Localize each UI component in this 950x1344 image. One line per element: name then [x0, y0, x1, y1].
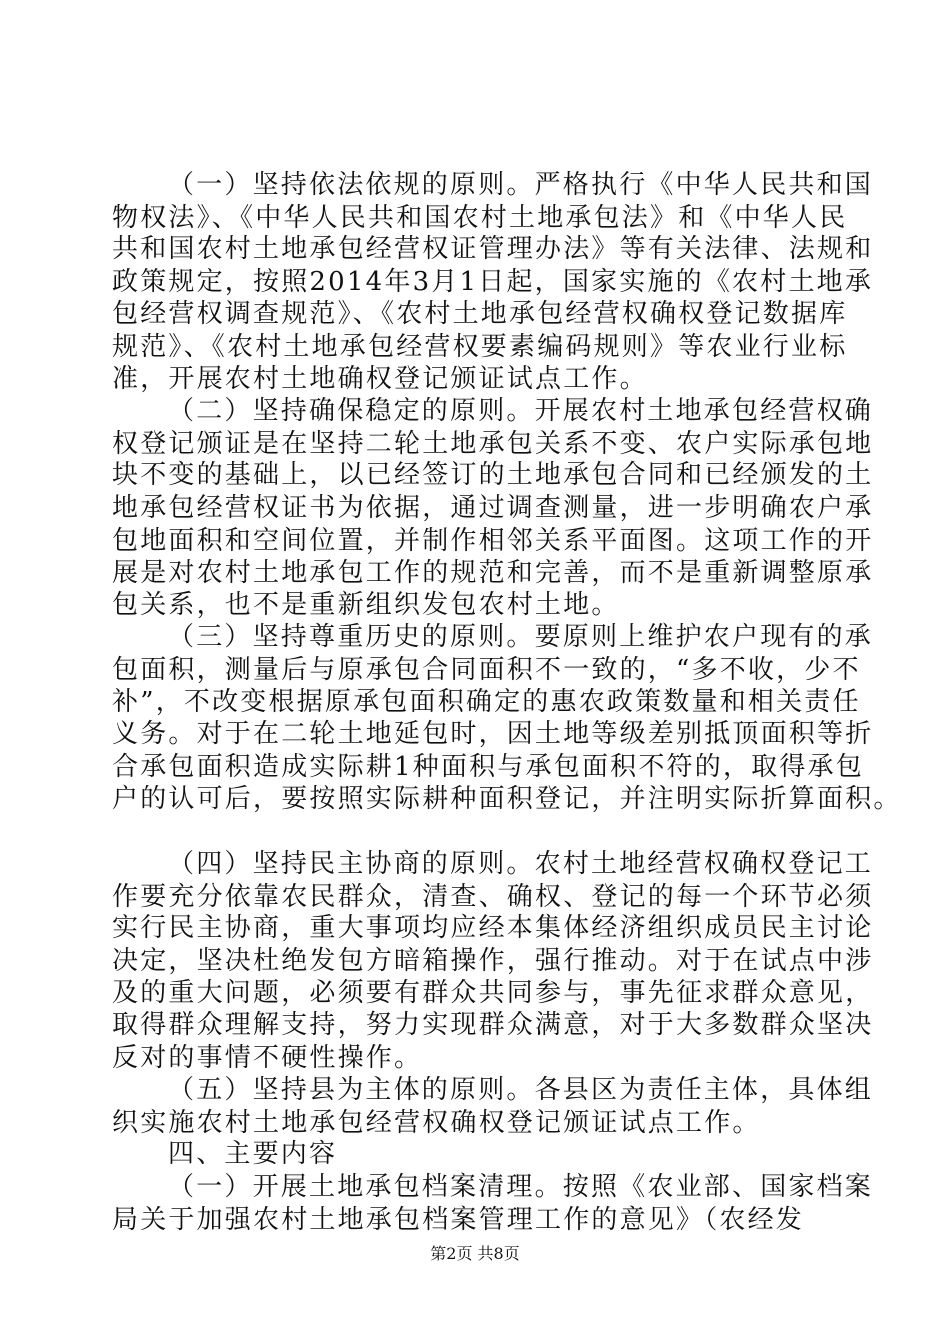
paragraph-line: 义务。对于在二轮土地延包时，因土地等级差别抵顶面积等折 [112, 719, 874, 749]
paragraph-line: 权登记颁证是在坚持二轮土地承包关系不变、农户实际承包地 [112, 429, 874, 459]
paragraph-line: （五）坚持县为主体的原则。各县区为责任主体，具体组 [168, 1075, 874, 1105]
paragraph-line: 展是对农村土地承包工作的规范和完善，而不是重新调整原承 [112, 558, 874, 588]
page-footer: 第2页 共8页 [430, 1244, 520, 1263]
section-heading: 四、主要内容 [168, 1139, 338, 1169]
paragraph-line: 政策规定，按照2014年3月1日起，国家实施的《农村土地承 [112, 267, 874, 297]
paragraph-line: （一）开展土地承包档案清理。按照《农业部、国家档案 [168, 1172, 874, 1202]
paragraph-line: 取得群众理解支持，努力实现群众满意，对于大多数群众坚决 [112, 1010, 874, 1040]
paragraph-line: 户的认可后，要按照实际耕种面积登记，并注明实际折算面积。 [112, 784, 902, 814]
paragraph-line: 准，开展农村土地确权登记颁证试点工作。 [112, 364, 648, 394]
paragraph-line: 合承包面积造成实际耕1种面积与承包面积不符的，取得承包 [112, 752, 864, 782]
paragraph-line: 及的重大问题，必须要有群众共同参与，事先征求群众意见， [112, 978, 874, 1008]
paragraph-line: 包面积，测量后与原承包合同面积不一致的，“多不收，少不 [112, 655, 861, 685]
paragraph-line: （一）坚持依法依规的原则。严格执行《中华人民共和国 [168, 170, 874, 200]
paragraph-line: 局关于加强农村土地承包档案管理工作的意见》（农经发 [112, 1205, 805, 1235]
paragraph-line: 决定，坚决杜绝发包方暗箱操作，强行推动。对于在试点中涉 [112, 946, 874, 976]
paragraph-line: 实行民主协商，重大事项均应经本集体经济组织成员民主讨论 [112, 913, 874, 943]
paragraph-line: 规范》、《农村土地承包经营权要素编码规则》等农业行业标 [112, 332, 848, 362]
paragraph-line: 块不变的基础上，以已经签订的土地承包合同和已经颁发的土 [112, 460, 874, 490]
paragraph-line: 反对的事情不硬性操作。 [112, 1043, 423, 1073]
paragraph-line: 补”，不改变根据原承包面积确定的惠农政策数量和相关责任 [112, 687, 861, 717]
paragraph-line: 共和国农村土地承包经营权证管理办法》等有关法律、法规和 [112, 234, 874, 264]
paragraph-line: 作要充分依靠农民群众，清查、确权、登记的每一个环节必须 [112, 882, 874, 912]
paragraph-line: 包经营权调查规范》、《农村土地承包经营权确权登记数据库 [112, 299, 848, 329]
paragraph-line: 物权法》、《中华人民共和国农村土地承包法》和《中华人民 [112, 203, 848, 233]
paragraph-line: 地承包经营权证书为依据，通过调查测量，进一步明确农户承 [112, 493, 874, 523]
paragraph-line: （三）坚持尊重历史的原则。要原则上维护农户现有的承 [168, 622, 874, 652]
paragraph-line: 织实施农村土地承包经营权确权登记颁证试点工作。 [112, 1108, 761, 1138]
paragraph-line: 包地面积和空间位置，并制作相邻关系平面图。这项工作的开 [112, 526, 874, 556]
paragraph-line: （四）坚持民主协商的原则。农村土地经营权确权登记工 [168, 849, 874, 879]
paragraph-line: 包关系，也不是重新组织发包农村土地。 [112, 590, 620, 620]
paragraph-line: （二）坚持确保稳定的原则。开展农村土地承包经营权确 [168, 396, 874, 426]
